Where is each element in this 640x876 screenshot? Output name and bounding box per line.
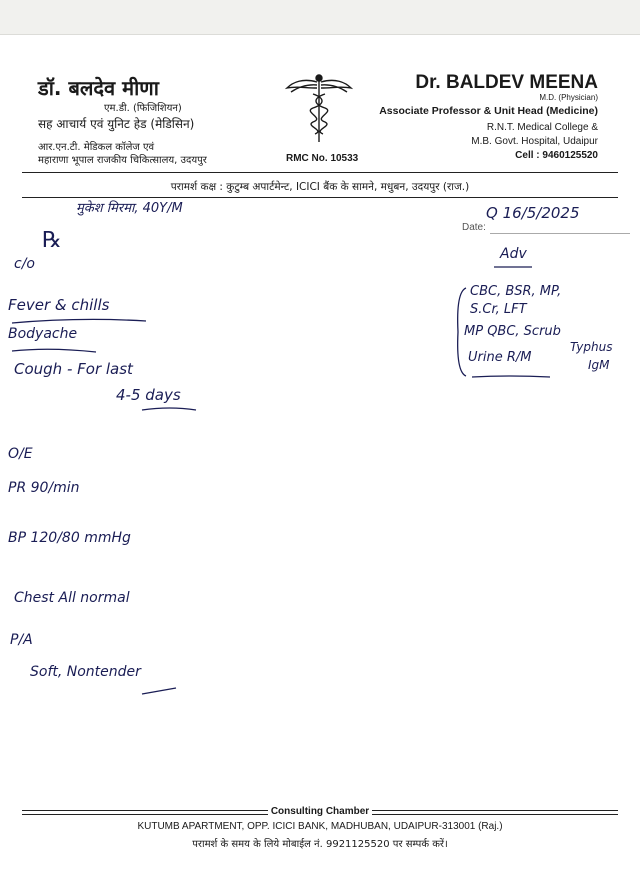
date-value: Q 16/5/2025 [486,204,580,222]
advice-item: Urine R/M [468,350,532,365]
doctor-position-hindi: सह आचार्य एवं युनिट हेड (मेडिसिन) [38,117,195,131]
abdomen-finding: Soft, Nontender [30,664,141,680]
footer-address: KUTUMB APARTMENT, OPP. ICICI BANK, MADHUBAN, UDAIPUR-313001 (Raj.) [137,821,503,832]
complaint-item: 4-5 days [116,386,181,404]
rx-symbol: ℞ [42,228,62,253]
college-hindi-line1: आर.एन.टी. मेडिकल कॉलेज एवं [38,142,155,153]
doctor-name-hindi: डॉ. बलदेव मीणा [38,76,159,100]
complaint-item: Cough - For last [14,360,133,378]
advice-item: MP QBC, Scrub [464,324,561,339]
underline-stroke [140,404,200,416]
exam-item: PR 90/min [8,480,80,496]
doctor-cell-number: Cell : 9460125520 [515,150,598,161]
exam-item: BP 120/80 mmHg [8,530,131,546]
college-english-line1: R.N.T. Medical College & [486,122,598,133]
rmc-number: RMC No. 10533 [286,153,359,164]
header-rule-top [22,172,618,173]
advice-item: Typhus [570,340,613,354]
underline-stroke [492,262,536,272]
date-label: Date: [462,222,486,233]
advice-item: CBC, BSR, MP, [470,284,562,299]
date-line [490,233,630,234]
complaint-item: Bodyache [8,326,78,342]
underline-stroke [140,684,180,698]
doctor-degree-english: M.D. (Physician) [539,93,598,102]
consulting-room-line: परामर्श कक्ष : कुटुम्ब अपार्टमेन्ट, ICICI बैंक के सामने, मधुबन, उदयपुर (राज.) [170,181,470,193]
advice-heading: Adv [500,246,527,262]
underline-stroke [10,344,100,356]
patient-name-age: मुकेश मिरमा, 40Y/M [76,201,183,216]
doctor-degree-hindi: एम.डी. (फिजिशियन) [104,103,182,114]
footer-phone-line: परामर्श के समय के लिये मोबाईल नं. 9921125520 पर सम्पर्क करें। [192,839,448,850]
complaint-item: Fever & chills [8,296,110,314]
examination-heading: O/E [8,446,33,462]
exam-item: Chest All normal [14,590,130,606]
complaints-heading: c/o [14,256,35,272]
footer-consulting-chamber: Consulting Chamber [270,806,370,817]
advice-item: S.Cr, LFT [470,302,527,317]
abdomen-heading: P/A [10,632,33,648]
doctor-position-english: Associate Professor & Unit Head (Medicine) [379,105,598,117]
advice-item: IgM [588,358,610,372]
college-hindi-line2: महाराणा भूपाल राजकीय चिकित्सालय, उदयपुर [38,155,207,166]
underline-stroke [470,372,554,382]
college-english-line2: M.B. Govt. Hospital, Udaipur [471,136,598,147]
scanner-top-strip [0,0,640,35]
caduceus-icon [285,72,353,144]
doctor-name-english: Dr. BALDEV MEENA [415,72,598,93]
